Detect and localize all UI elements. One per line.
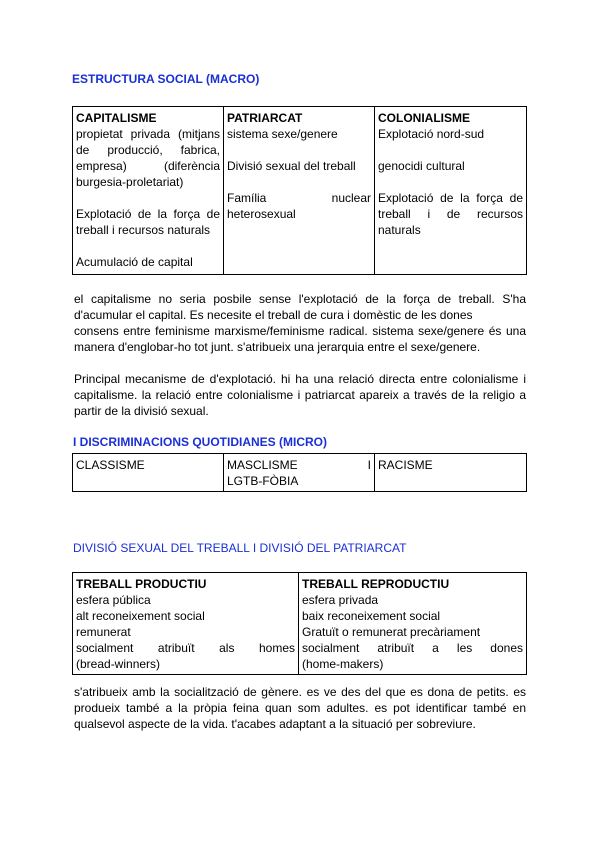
reproductive-line-4: socialment atribuït a les dones [302,641,523,655]
colonialisme-item-2: genocidi cultural [378,159,465,173]
reproductive-line-1: esfera privada [302,593,379,607]
patriarcat-item-1: sistema sexe/genere [227,127,338,141]
patriarcat-cell [224,107,375,275]
capitalisme-item-2-line-1: Explotació de la força de [76,207,220,221]
paragraph-2-line-3: partir de la divisió sexual. [74,404,209,418]
productive-line-4: socialment atribuït als homes [76,641,295,655]
masclisme-cell [224,454,375,492]
capitalisme-cell [73,107,224,275]
patriarcat-header: PATRIARCAT [227,111,303,125]
reproductive-line-3: Gratuït o remunerat precàriament [302,625,481,639]
colonialisme-item-3-line-3: naturals [378,223,421,237]
paragraph-1-line-2: d'acumular el capital. Es necesite el treball de cura i domèstic de les dones [74,308,473,322]
section-title-macro: ESTRUCTURA SOCIAL (MACRO) [72,72,260,86]
section-title-division: DIVISIÓ SEXUAL DEL TREBALL I DIVISIÓ DEL PATRIARCAT [73,541,407,555]
capitalisme-item-2-line-2: treball i recursos naturals [76,223,211,237]
masclisme-label-line-2: LGTB-FÒBIA [227,474,299,488]
reproductive-line-2: baix reconeixement social [302,609,441,623]
paragraph-1-line-4: manera d'englobar-ho tot junt. s'atribueix una jerarquia entre el sexe/genere. [74,340,481,354]
section-title-micro: I DISCRIMINACIONS QUOTIDIANES (MICRO) [73,435,327,449]
classisme-cell [73,454,224,492]
capitalisme-item-1-line-2: de producció, fabrica, [76,143,220,157]
paragraph-3-line-1: s'atribueix amb la socialització de gènere. es ve des del que es dona de petits. es [74,685,526,699]
paragraph-3-line-3: qualsevol aspecte de la vida. t'acabes adaptant a la situació per sobreviure. [74,717,476,731]
masclisme-label-line-1: MASCLISME I [227,458,371,472]
capitalisme-item-1-line-1: propietat privada (mitjans [76,127,220,141]
capitalisme-item-3: Acumulació de capital [76,255,193,269]
reproductive-work-header: TREBALL REPRODUCTIU [302,577,450,591]
racisme-label: RACISME [378,458,433,472]
colonialisme-item-1: Explotació nord-sud [378,127,485,141]
paragraph-1 [74,291,526,355]
reproductive-work-cell [299,573,527,675]
paragraph-3-line-2: produeix també a la pròpia feina quan som adultes. es pot identificar també en [74,701,526,715]
patriarcat-item-3-line-1: Família nuclear [227,191,371,205]
paragraph-1-line-1: el capitalisme no seria posbile sense l'explotació de la força de treball. S'ha [74,292,526,306]
productive-line-3: remunerat [76,625,131,639]
patriarcat-item-2: Divisió sexual del treball [227,159,356,173]
capitalisme-item-1-line-3: empresa) (diferència [76,159,220,173]
productive-work-cell [73,573,299,675]
colonialisme-cell [375,107,527,275]
colonialisme-item-3-line-2: treball i de recursos [378,207,523,221]
paragraph-1-line-3: consens entre feminisme marxisme/feminisme radical. sistema sexe/genere és una [74,324,526,338]
colonialisme-header: COLONIALISME [378,111,470,125]
micro-table [72,453,527,492]
capitalisme-header: CAPITALISME [76,111,157,125]
labour-table [72,572,527,675]
classisme-label: CLASSISME [76,458,145,472]
paragraph-2 [74,371,526,419]
macro-table [72,106,527,275]
productive-work-header: TREBALL PRODUCTIU [76,577,207,591]
colonialisme-item-3-line-1: Explotació de la força de [378,191,523,205]
paragraph-2-line-1: Principal mecanisme de d'explotació. hi ha una relació directa entre colonialisme i [74,372,526,386]
patriarcat-item-3-line-2: heterosexual [227,207,296,221]
racisme-cell [375,454,527,492]
reproductive-line-5: (home-makers) [302,657,384,671]
capitalisme-item-1-line-4: burgesia-proletariat) [76,175,184,189]
productive-line-5: (bread-winners) [76,657,161,671]
productive-line-1: esfera pública [76,593,151,607]
paragraph-3 [74,684,526,732]
productive-line-2: alt reconeixement social [76,609,205,623]
paragraph-2-line-2: capitalisme. la relació entre colonialisme i patriarcat apareix a través de la religio a [74,388,526,402]
